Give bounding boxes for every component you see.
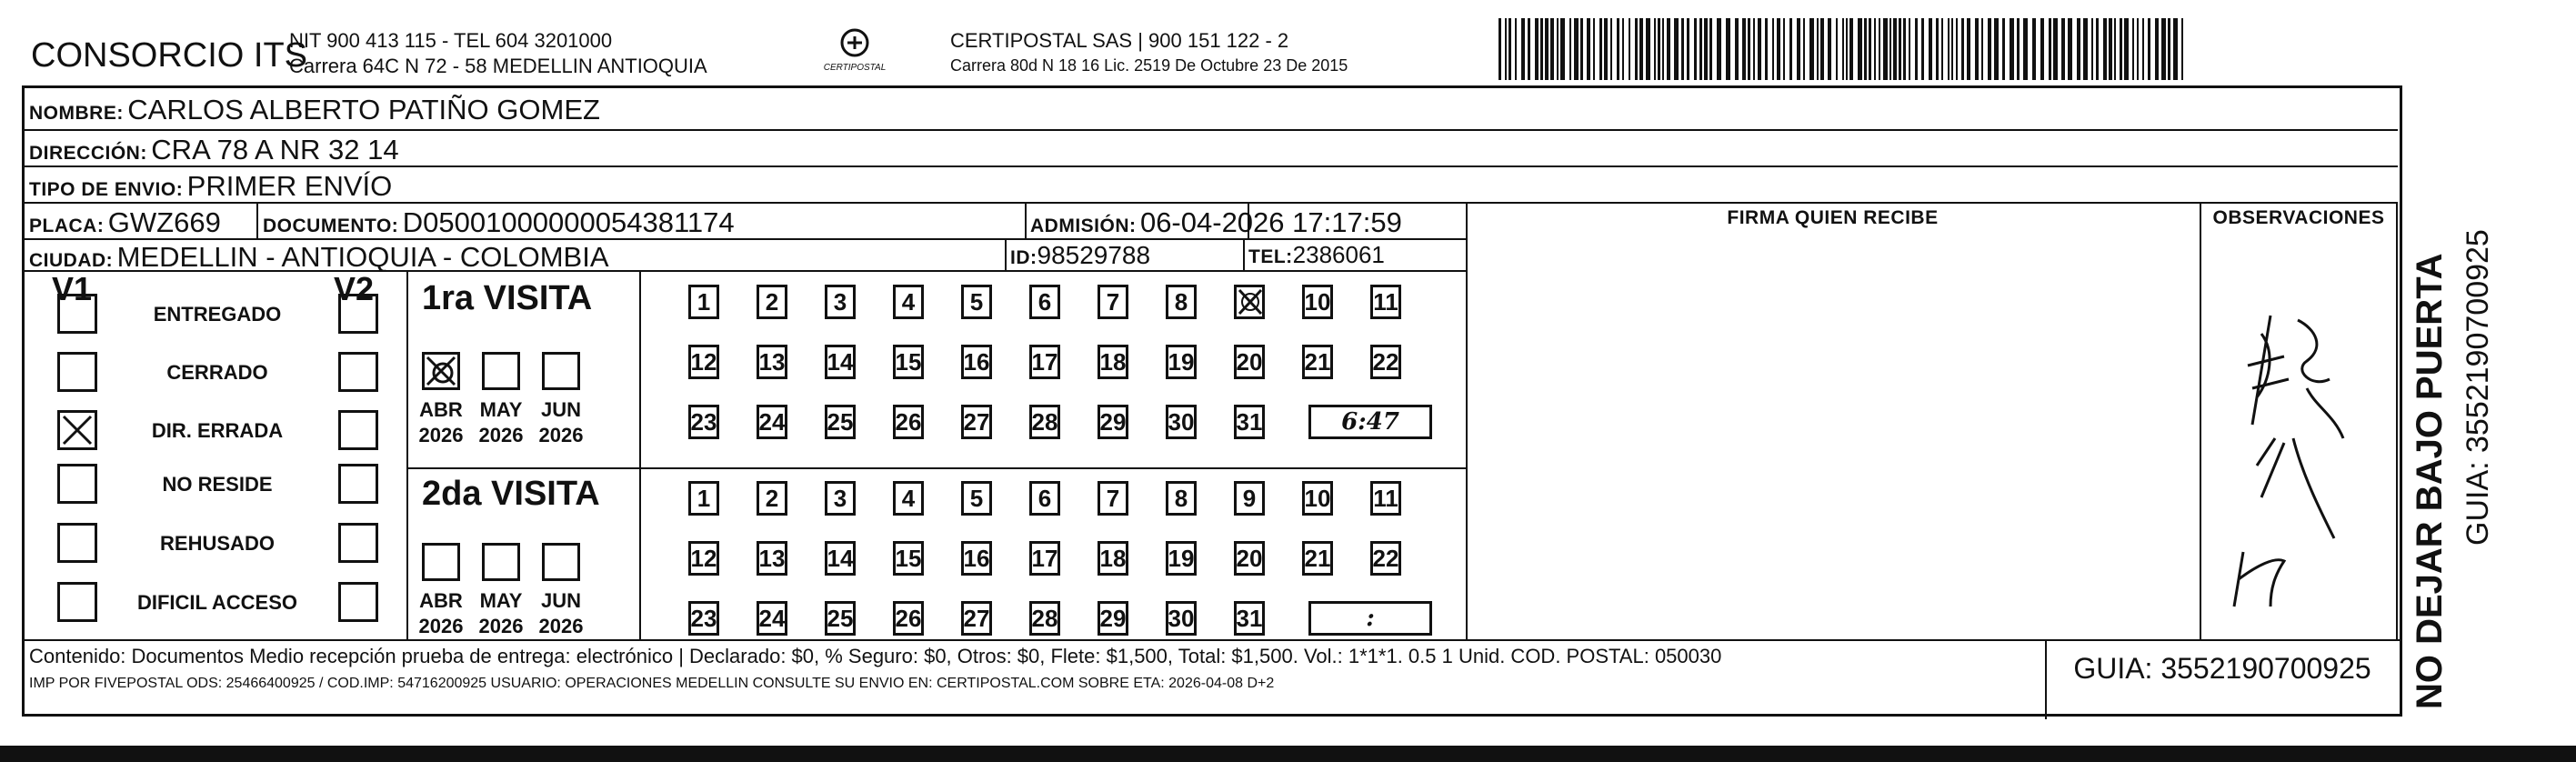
day-box[interactable]: 28 [1029,405,1060,439]
barcode-bar [1574,18,1579,80]
barcode-bar [1842,18,1844,80]
tel-row: TEL:2386061 [1248,241,1385,268]
barcode-bar [1635,18,1638,80]
barcode-bar [1753,18,1755,80]
day-box[interactable]: 11 [1370,481,1401,516]
v2-checkbox[interactable] [338,582,378,622]
barcode-bar [1789,18,1792,80]
month-checkbox[interactable] [482,543,520,581]
barcode-bar [1820,18,1824,80]
barcode-bar [1858,18,1862,80]
barcode-bar [2053,18,2058,80]
checkmark-x-icon [60,413,95,447]
barcode-bar [1674,18,1679,80]
v2-checkbox[interactable] [338,410,378,450]
barcode-bar [1557,18,1559,80]
admision-row: ADMISIÓN: 06-04-2026 17:17:59 [1030,206,1402,238]
barcode-bar [2061,18,2065,80]
barcode-bar [1509,18,1511,80]
day-box[interactable]: 22 [1370,345,1401,379]
day-box[interactable]: 8 [1166,285,1197,319]
day-box[interactable]: 3 [825,285,856,319]
day-box[interactable]: 18 [1098,345,1128,379]
company-nit: NIT 900 413 115 - TEL 604 3201000 [289,29,613,52]
day-box[interactable]: 1 [688,285,719,319]
barcode-bar [1667,18,1670,80]
barcode-bar [2077,18,2080,80]
day-box[interactable]: 31 [1234,601,1265,636]
day-box[interactable]: 29 [1098,601,1128,636]
day-box[interactable]: 7 [1098,285,1128,319]
day-box[interactable]: 24 [757,405,787,439]
barcode-bar [1921,18,1924,80]
barcode-bar [1772,18,1774,80]
day-box[interactable] [1234,285,1265,319]
barcode-bar [2132,18,2134,80]
barcode-bar [1646,18,1650,80]
observaciones-header: OBSERVACIONES [2212,207,2385,228]
v1-checkbox[interactable] [57,410,97,450]
barcode-bar [2002,18,2005,80]
barcode-bar [2161,18,2166,80]
barcode-bar [1864,18,1867,80]
barcode-bar [1758,18,1761,80]
certipostal-logo-icon [837,27,873,58]
day-box[interactable]: 7 [1098,481,1128,516]
barcode-bar [1604,18,1608,80]
barcode-bar [1988,18,1991,80]
tipo-value: PRIMER ENVÍO [186,170,393,202]
documento-row: DOCUMENTO: D05001000000054381174 [263,206,735,238]
barcode-bar [1587,18,1590,80]
day-box[interactable]: 27 [961,601,992,636]
handwritten-signature [2207,279,2389,634]
day-box[interactable]: 14 [825,541,856,576]
barcode-bar [1521,18,1525,80]
barcode-bar [2109,18,2112,80]
barcode-bar [1765,18,1768,80]
documento-value: D05001000000054381174 [402,206,735,238]
day-box[interactable]: 31 [1234,405,1265,439]
barcode-bar [1515,18,1517,80]
checkmark-x-icon [425,355,457,387]
company-name: CONSORCIO ITS [31,36,308,75]
v1-checkbox[interactable] [57,294,97,334]
barcode-bar [1662,18,1664,80]
day-box[interactable]: 12 [688,541,719,576]
barcode-bar [1899,18,1901,80]
barcode-bar [1717,18,1721,80]
month-label: JUN 2026 [538,589,584,637]
checkmark-x-icon [1238,288,1263,316]
day-box[interactable]: 13 [757,541,787,576]
status-label: DIR. ERRADA [151,419,284,442]
barcode-bar [2155,18,2159,80]
nombre-value: CARLOS ALBERTO PATIÑO GOMEZ [127,94,600,125]
barcode-bar [1936,18,1939,80]
barcode-bar [1629,18,1630,80]
barcode-bar [1836,18,1838,80]
barcode-bar [1929,18,1932,80]
barcode-bar [1889,18,1891,80]
barcode-bar [2148,18,2150,80]
day-box[interactable]: 23 [688,405,719,439]
barcode-bar [1681,18,1684,80]
barcode-bar [1709,18,1712,80]
tel-value: 2386061 [1292,241,1385,268]
barcode-bar [1610,18,1612,80]
month-checkbox[interactable] [422,543,460,581]
side-guia: GUIA: 3552190700925 [2461,229,2495,546]
day-box[interactable]: 17 [1029,345,1060,379]
barcode-bar [1569,18,1571,80]
day-box[interactable]: 2 [757,285,787,319]
day-box[interactable]: 16 [961,541,992,576]
month-checkbox[interactable] [542,352,580,390]
day-box[interactable]: 4 [893,481,924,516]
barcode-bar [1809,18,1814,80]
month-label: MAY 2026 [478,589,524,637]
barcode-bar [1849,18,1853,80]
day-box[interactable]: 1 [688,481,719,516]
direccion-value: CRA 78 A NR 32 14 [151,134,399,165]
barcode-bar [2068,18,2072,80]
scan-edge [0,746,2576,762]
barcode-bar [1903,18,1906,80]
day-box[interactable]: 6 [1029,481,1060,516]
courier-line1: CERTIPOSTAL SAS | 900 151 122 - 2 [950,29,1289,52]
barcode-bar [1951,18,1953,80]
barcode-bar [1783,18,1785,80]
barcode-bar [2120,18,2122,80]
barcode-bar [1639,18,1643,80]
status-label: DIFICIL ACCESO [136,591,297,614]
barcode-bar [1550,18,1554,80]
month-checkbox[interactable] [422,352,460,390]
barcode-bar [1948,18,1950,80]
barcode-bar [1726,18,1730,80]
barcode-bar [1967,18,1970,80]
barcode-bar [2124,18,2129,80]
status-label: REHUSADO [160,532,275,555]
barcode-bar [1777,18,1780,80]
barcode-bar [1981,18,1983,80]
day-box[interactable]: 16 [961,345,992,379]
v1-checkbox[interactable] [57,352,97,392]
v2-label: V2 [334,270,375,307]
barcode-bar [2023,18,2028,80]
barcode-bar [1846,18,1848,80]
day-box[interactable]: 14 [825,345,856,379]
day-box[interactable]: 21 [1302,541,1333,576]
footer-contenido: Contenido: Documentos Medio recepción prueba de entrega: electrónico | Declarado: $0, % Seguro: $0, Otros: $0, Flete: $1,500, Total: $1,500. Vol.: 1*1*1. 0.5 1 Unid. COD. POSTAL: 050030 [29,645,1722,667]
v2-checkbox[interactable] [338,294,378,334]
barcode-bar [1893,18,1897,80]
admision-value: 06-04-2026 17:17:59 [1139,206,1402,238]
barcode-bar [2010,18,2014,80]
placa-row: PLACA: GWZ669 [29,206,221,238]
day-box[interactable]: 10 [1302,285,1333,319]
barcode-bar [1699,18,1702,80]
ciudad-value: MEDELLIN - ANTIOQUIA - COLOMBIA [116,241,609,273]
barcode-bar [1580,18,1583,80]
barcode-bar [2103,18,2107,80]
day-box[interactable]: 29 [1098,405,1128,439]
day-box[interactable]: 6 [1029,285,1060,319]
barcode-bar [1742,18,1746,80]
barcode [1498,18,2190,80]
day-box[interactable]: 27 [961,405,992,439]
company-address: Carrera 64C N 72 - 58 MEDELLIN ANTIOQUIA [289,55,707,77]
barcode-bar [1622,18,1624,80]
barcode-bar [1599,18,1602,80]
time-box[interactable]: : [1308,601,1432,636]
barcode-bar [1654,18,1656,80]
barcode-bar [2091,18,2093,80]
barcode-bar [2181,18,2183,80]
day-box[interactable]: 5 [961,481,992,516]
barcode-bar [1879,18,1880,80]
status-label: ENTREGADO [153,303,282,326]
barcode-bar [1975,18,1979,80]
day-box[interactable]: 26 [893,405,924,439]
barcode-bar [1694,18,1697,80]
barcode-bar [2096,18,2099,80]
barcode-bar [1961,18,1964,80]
v1-checkbox[interactable] [57,523,97,563]
barcode-bar [1915,18,1918,80]
day-box[interactable]: 24 [757,601,787,636]
day-box[interactable]: 30 [1166,405,1197,439]
barcode-bar [2137,18,2139,80]
day-box[interactable]: 8 [1166,481,1197,516]
direccion-row: DIRECCIÓN: CRA 78 A NR 32 14 [29,134,399,165]
delivery-card [22,85,2402,717]
status-label: CERRADO [166,361,268,384]
day-box[interactable]: 26 [893,601,924,636]
barcode-bar [1535,18,1539,80]
day-box[interactable]: 15 [893,345,924,379]
barcode-bar [2142,18,2144,80]
barcode-bar [1994,18,1999,80]
barcode-bar [2083,18,2088,80]
barcode-bar [1658,18,1660,80]
barcode-bar [1560,18,1565,80]
v1-checkbox[interactable] [57,464,97,504]
firma-header: FIRMA QUIEN RECIBE [1727,207,1939,228]
day-box[interactable]: 4 [893,285,924,319]
barcode-bar [1956,18,1958,80]
day-box[interactable]: 22 [1370,541,1401,576]
barcode-bar [2040,18,2044,80]
day-box[interactable]: 19 [1166,541,1197,576]
v2-checkbox[interactable] [338,523,378,563]
barcode-bar [1828,18,1831,80]
day-box[interactable]: 2 [757,481,787,516]
day-box[interactable]: 10 [1302,481,1333,516]
day-box[interactable]: 17 [1029,541,1060,576]
barcode-bar [2114,18,2116,80]
day-box[interactable]: 19 [1166,345,1197,379]
v2-checkbox[interactable] [338,352,378,392]
barcode-bar [1735,18,1739,80]
side-warning: NO DEJAR BAJO PUERTA [2410,253,2450,709]
barcode-bar [2173,18,2178,80]
barcode-bar [1498,18,1501,80]
day-box[interactable]: 20 [1234,541,1265,576]
day-box[interactable]: 18 [1098,541,1128,576]
month-label: ABR 2026 [418,398,464,446]
barcode-bar [1803,18,1805,80]
month-label: JUN 2026 [538,398,584,446]
barcode-bar [1540,18,1543,80]
footer-guia: GUIA: 3552190700925 [2073,652,2371,685]
day-box[interactable]: 15 [893,541,924,576]
day-box[interactable]: 5 [961,285,992,319]
day-box[interactable]: 25 [825,405,856,439]
ciudad-row: CIUDAD: MEDELLIN - ANTIOQUIA - COLOMBIA [29,241,609,273]
barcode-bar [1687,18,1689,80]
barcode-bar [1505,18,1507,80]
day-box[interactable]: 3 [825,481,856,516]
month-label: MAY 2026 [478,398,524,446]
barcode-bar [1617,18,1619,80]
id-row: ID:98529788 [1010,241,1151,269]
status-label: NO RESIDE [162,473,273,496]
courier-line2: Carrera 80d N 18 16 Lic. 2519 De Octubre 23 De 2015 [950,56,1348,75]
day-box[interactable]: 21 [1302,345,1333,379]
day-box[interactable]: 20 [1234,345,1265,379]
id-value: 98529788 [1037,241,1151,269]
barcode-bar [1593,18,1595,80]
barcode-bar [1874,18,1876,80]
second-visit-label: 2da VISITA [422,475,600,513]
v1-label: V1 [52,270,93,307]
barcode-bar [1748,18,1750,80]
nombre-row: NOMBRE: CARLOS ALBERTO PATIÑO GOMEZ [29,94,600,125]
first-visit-label: 1ra VISITA [422,279,593,317]
barcode-bar [1817,18,1819,80]
month-label: ABR 2026 [418,589,464,637]
barcode-bar [1883,18,1888,80]
barcode-bar [1528,18,1530,80]
day-box[interactable]: 9 [1234,481,1265,516]
day-box[interactable]: 11 [1370,285,1401,319]
barcode-bar [1909,18,1910,80]
logo-text: CERTIPOSTAL [823,63,887,73]
day-box[interactable]: 28 [1029,601,1060,636]
day-box[interactable]: 23 [688,601,719,636]
day-box[interactable]: 30 [1166,601,1197,636]
certipostal-logo [818,27,891,73]
barcode-bar [2049,18,2051,80]
time-box[interactable]: 6:47 [1308,405,1432,439]
v1-checkbox[interactable] [57,582,97,622]
barcode-bar [1941,18,1943,80]
day-box[interactable]: 13 [757,345,787,379]
v2-checkbox[interactable] [338,464,378,504]
barcode-bar [1545,18,1549,80]
tipo-row: TIPO DE ENVIO: PRIMER ENVÍO [29,170,393,202]
footer-imp: IMP POR FIVEPOSTAL ODS: 25466400925 / COD.IMP: 54716200925 USUARIO: OPERACIONES MEDELLIN CONSULTE SU ENVIO EN: CERTIPOSTAL.COM SOBRE ETA: 2026-04-08 D+2 [29,676,1275,691]
placa-value: GWZ669 [107,206,221,238]
day-box[interactable]: 12 [688,345,719,379]
barcode-bar [2017,18,2020,80]
barcode-bar [2168,18,2170,80]
month-checkbox[interactable] [482,352,520,390]
barcode-bar [1704,18,1708,80]
day-box[interactable]: 25 [825,601,856,636]
barcode-bar [1869,18,1871,80]
barcode-bar [2032,18,2036,80]
month-checkbox[interactable] [542,543,580,581]
barcode-bar [1797,18,1800,80]
